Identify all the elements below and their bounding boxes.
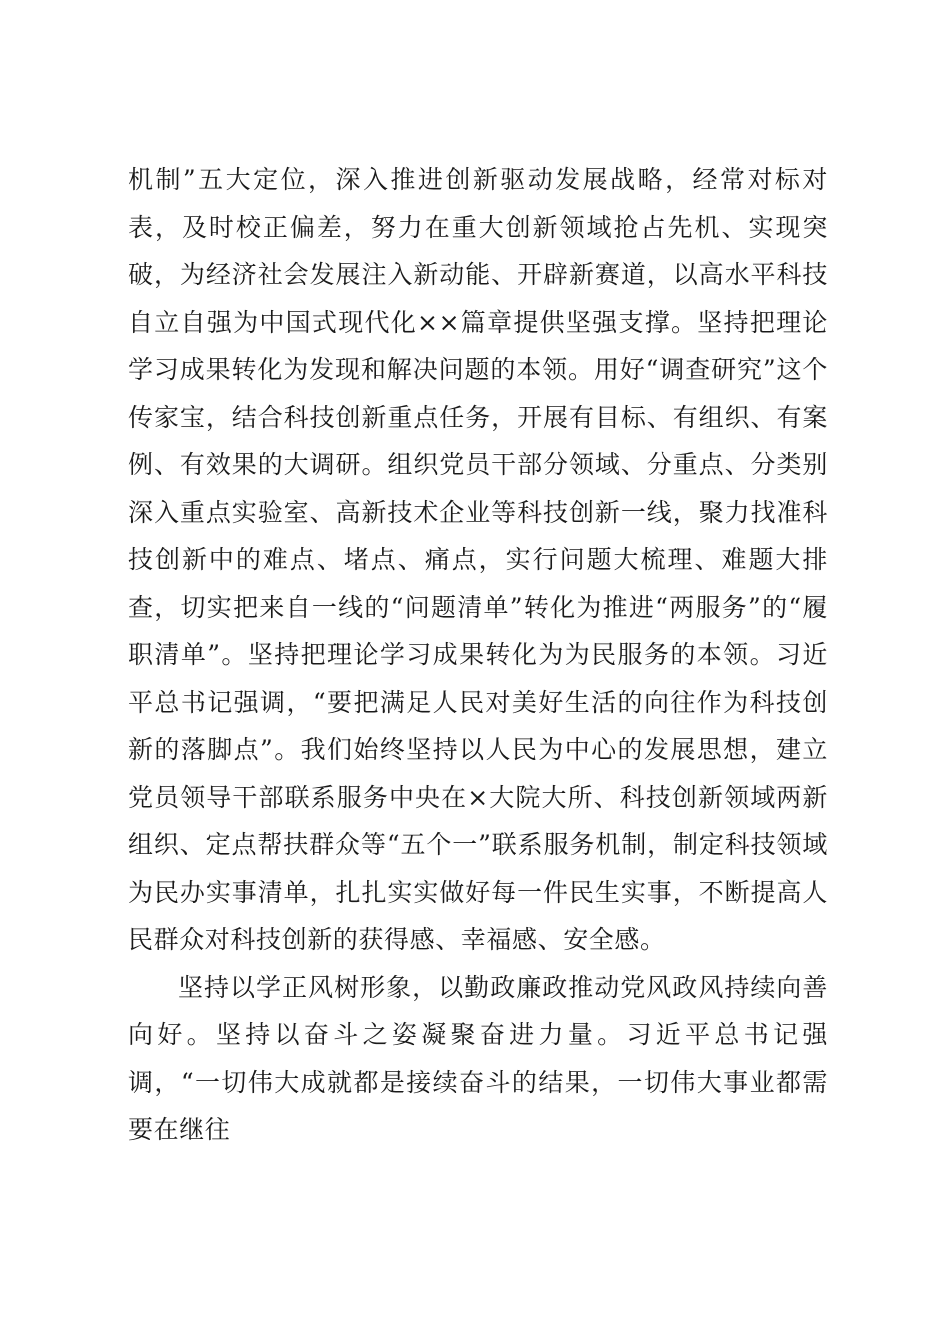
paragraph-style-section: 坚持以学正风树形象，以勤政廉政推动党风政风持续向善向好。坚持以奋斗之姿凝聚奋进力量。习近平总书记强调，“一切伟大成就都是接续奋斗的结果，一切伟大事业都需要在继往 xyxy=(128,972,828,1144)
paragraph-continuation: 机制”五大定位，深入推进创新驱动发展战略，经常对标对表，及时校正偏差，努力在重大创新领域抢占先机、实现突破，为经济社会发展注入新动能、开辟新赛道，以高水平科技自立自强为中国式现代化××篇章提供坚强支撑。坚持把理论学习成果转化为发现和解决问题的本领。用好“调查研究”这个传家宝，结合科技创新重点任务，开展有目标、有组织、有案例、有效果的大调研。组织党员干部分领域、分重点、分类别深入重点实验室、高新技术企业等科技创新一线，聚力找准科技创新中的难点、堵点、痛点，实行问题大梳理、难题大排查，切实把来自一线的“问题清单”转化为推进“两服务”的“履职清单”。坚持把理论学习成果转化为为民服务的本领。习近平总书记强调，“要把满足人民对美好生活的向往作为科技创新的落脚点”。我们始终坚持以人民为中心的发展思想，建立党员领导干部联系服务中央在×大院大所、科技创新领域两新组织、定点帮扶群众等“五个一”联系服务机制，制定科技领域为民办实事清单，扎扎实实做好每一件民生实事，不断提高人民群众对科技创新的获得感、幸福感、安全感。 xyxy=(128,165,828,954)
document-body xyxy=(128,156,828,1154)
